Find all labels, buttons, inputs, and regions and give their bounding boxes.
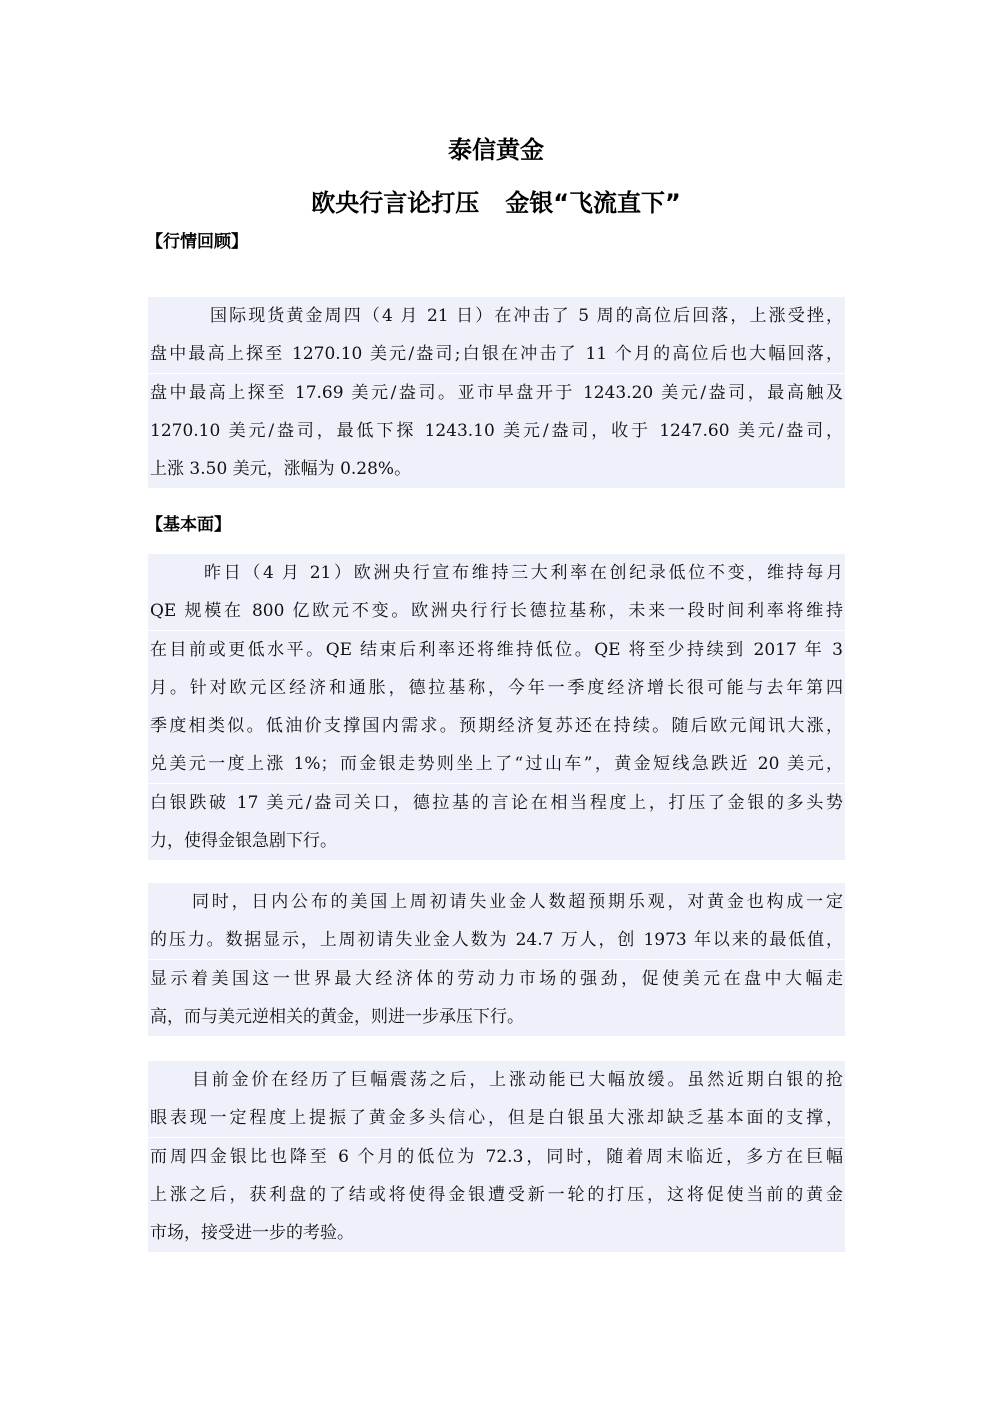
section-heading-fundamentals: 【基本面】	[146, 515, 231, 535]
section-heading-market-review: 【行情回顾】	[146, 232, 248, 252]
paragraph-outlook	[148, 1061, 845, 1252]
document-subtitle	[0, 183, 992, 218]
text-line: 眼表现一定程度上提振了黄金多头信心，但是白银虽大涨却缺乏基本面的支撑，	[148, 1099, 845, 1137]
text-line: 的压力。数据显示，上周初请失业金人数为 24.7 万人，创 1973 年以来的最低值，	[148, 921, 845, 959]
text-line: 兑美元一度上涨 1%；而金银走势则坐上了“过山车”，黄金短线急跌近 20 美元，	[148, 745, 845, 783]
text-line: 上涨 3.50 美元，涨幅为 0.28%。	[148, 450, 845, 488]
text-line: 上涨之后，获利盘的了结或将使得金银遭受新一轮的打压，这将促使当前的黄金	[148, 1176, 845, 1214]
text-line: 同时，日内公布的美国上周初请失业金人数超预期乐观，对黄金也构成一定	[148, 883, 845, 921]
text-line: 月。针对欧元区经济和通胀，德拉基称，今年一季度经济增长很可能与去年第四	[148, 669, 845, 707]
text-line: 在目前或更低水平。QE 结束后利率还将维持低位。QE 将至少持续到 2017 年 3	[148, 631, 845, 669]
paragraph-market-review	[148, 297, 845, 488]
text-line: QE 规模在 800 亿欧元不变。欧洲央行行长德拉基称，未来一段时间利率将维持	[148, 592, 845, 630]
paragraph-jobless-claims	[148, 883, 845, 1036]
text-line: 力，使得金银急剧下行。	[148, 822, 845, 860]
text-line: 显示着美国这一世界最大经济体的劳动力市场的强劲，促使美元在盘中大幅走	[148, 960, 845, 998]
text-line: 季度相类似。低油价支撑国内需求。预期经济复苏还在持续。随后欧元闻讯大涨，	[148, 707, 845, 745]
text-line: 高，而与美元逆相关的黄金，则进一步承压下行。	[148, 998, 845, 1036]
text-line: 白银跌破 17 美元/盎司关口，德拉基的言论在相当程度上，打压了金银的多头势	[148, 784, 845, 822]
text-line: 盘中最高上探至 17.69 美元/盎司。亚市早盘开于 1243.20 美元/盎司，最高触及	[148, 374, 845, 412]
text-line: 国际现货黄金周四（4 月 21 日）在冲击了 5 周的高位后回落，上涨受挫，	[148, 297, 845, 335]
subtitle-part2: 金银“飞流直下”	[505, 189, 681, 217]
text-line: 1270.10 美元/盎司，最低下探 1243.10 美元/盎司，收于 1247.60 美元/盎司，	[148, 412, 845, 450]
document-title: 泰信黄金	[448, 136, 544, 164]
text-line: 市场，接受进一步的考验。	[148, 1214, 845, 1252]
text-line: 目前金价在经历了巨幅震荡之后，上涨动能已大幅放缓。虽然近期白银的抢	[148, 1061, 845, 1099]
text-line: 而周四金银比也降至 6 个月的低位为 72.3，同时，随着周末临近，多方在巨幅	[148, 1138, 845, 1176]
text-line: 盘中最高上探至 1270.10 美元/盎司;白银在冲击了 11 个月的高位后也大幅回落，	[148, 335, 845, 373]
subtitle-part1: 欧央行言论打压	[311, 189, 480, 217]
paragraph-ecb	[148, 554, 845, 860]
text-line: 昨日（4 月 21）欧洲央行宣布维持三大利率在创纪录低位不变，维持每月	[148, 554, 845, 592]
